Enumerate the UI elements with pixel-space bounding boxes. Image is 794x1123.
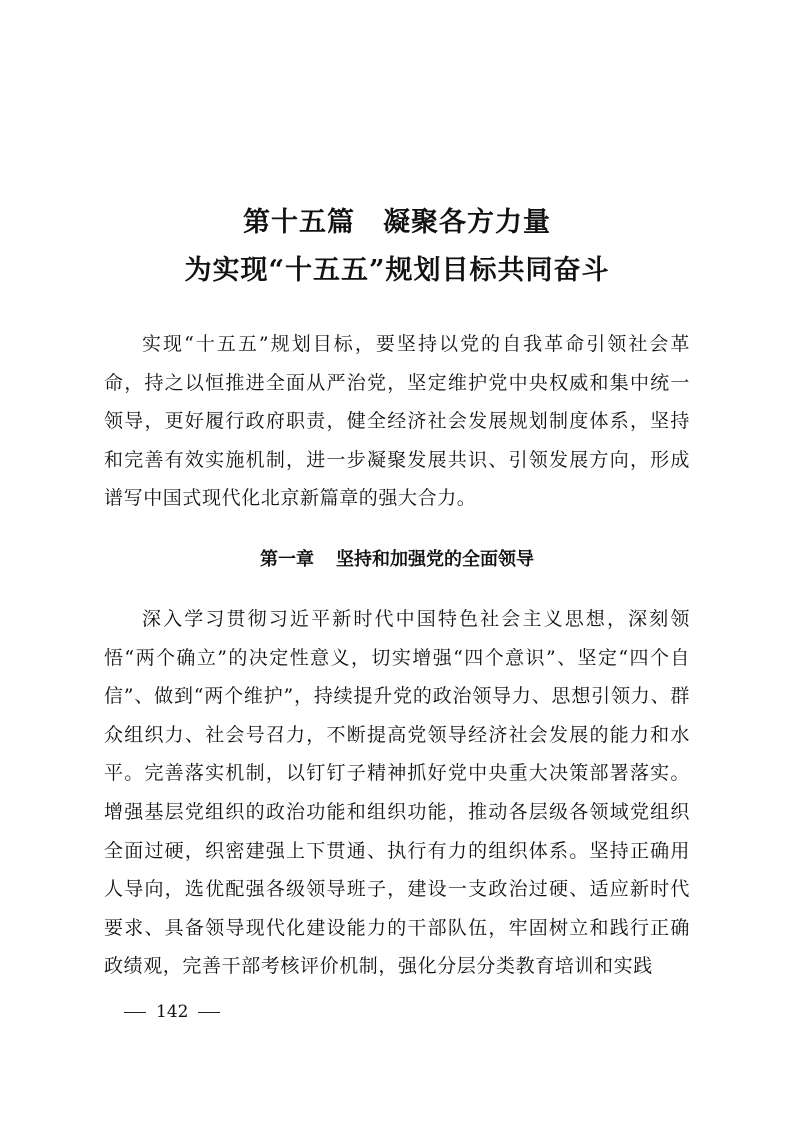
intro-paragraph: 实现“十五五”规划目标，要坚持以党的自我革命引领社会革命，持之以恒推进全面从严治党，坚定维护党中央权威和集中统一领导，更好履行政府职责，健全经济社会发展规划制度体系，坚持和完善有效实施机制，进一步凝聚发展共识、引领发展方向，形成谱写中国式现代化北京新篇章的强大合力。 <box>104 333 690 510</box>
dash-right <box>198 1012 220 1013</box>
page-number: 142 <box>156 1002 189 1022</box>
chapter-number: 第一章 <box>260 549 314 570</box>
chapter-title: 坚持和加强党的全面领导 <box>336 549 534 570</box>
section-number: 第十五篇 <box>243 207 355 238</box>
chapter-paragraph: 深入学习贯彻习近平新时代中国特色社会主义思想，深刻领悟“两个确立”的决定性意义，切实增强“四个意识”、坚定“四个自信”、做到“两个维护”，持续提升党的政治领导力、思想引领力、群众组织力、社会号召力，不断提高党领导经济社会发展的能力和水平。完善落实机制，以钉钉子精神抓好党中央重大决策部署落实。增强基层党组织的政治功能和组织功能，推动各层级各领域党组织全面过硬，织密建强上下贯通、执行有力的组织体系。坚持正确用人导向，选优配强各级领导班子，建设一支政治过硬、适应新时代要求、具备领导现代化建设能力的干部队伍，牢固树立和践行正确政绩观，完善干部考核评价机制，强化分层分类教育培训和实践 <box>104 608 690 978</box>
page-footer <box>114 1000 230 1024</box>
section-title <box>0 199 794 295</box>
dash-left <box>124 1012 146 1013</box>
section-title-text: 凝聚各方力量 <box>383 207 551 238</box>
section-title-line-1 <box>0 199 794 247</box>
chapter-heading <box>0 545 794 575</box>
section-title-line-2: 为实现“十五五”规划目标共同奋斗 <box>184 255 610 286</box>
